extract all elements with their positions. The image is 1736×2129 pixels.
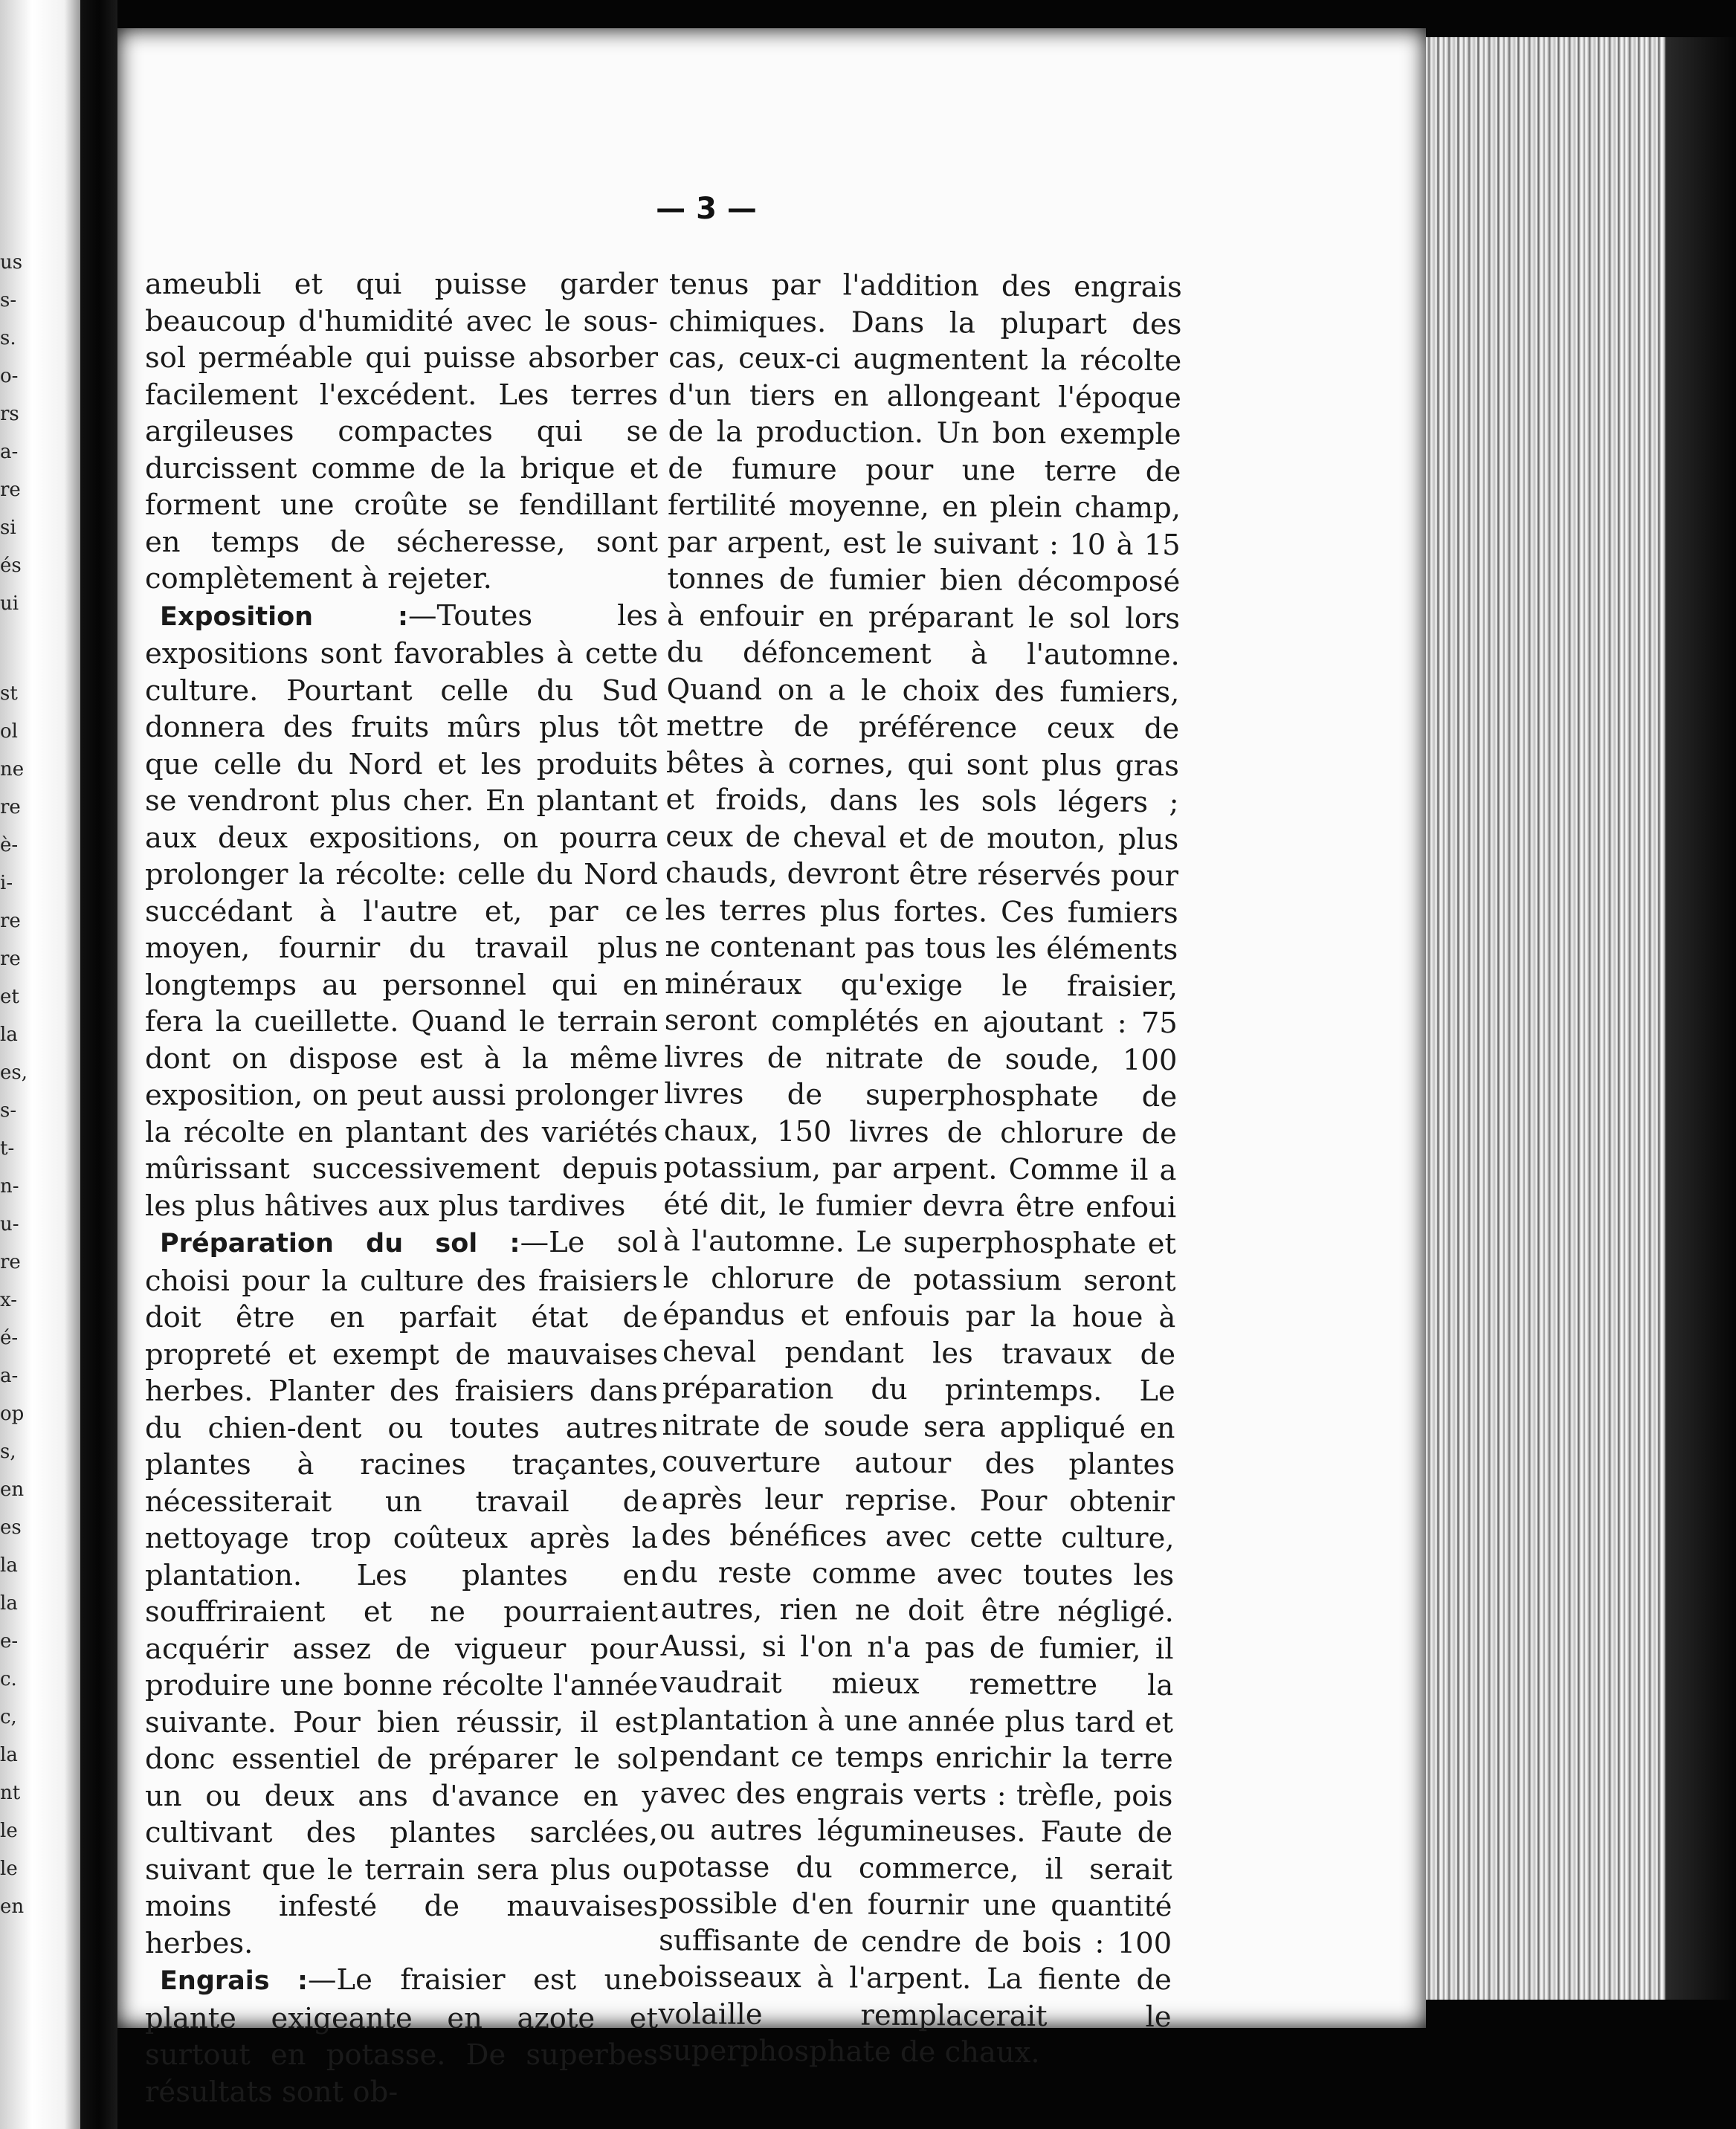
book-edge-shadow	[1665, 37, 1736, 2000]
preparation-paragraph	[145, 1224, 658, 1962]
adjacent-page-fragment: és	[0, 555, 22, 577]
adjacent-page-fragment: re	[0, 910, 21, 932]
adjacent-page-fragment: s.	[0, 327, 16, 349]
adjacent-page-fragment: le	[0, 1820, 18, 1842]
adjacent-page-fragment: rs	[0, 403, 19, 425]
book-page-edges	[1420, 37, 1665, 2000]
adjacent-page-fragment: x-	[0, 1289, 17, 1311]
book-gutter	[80, 0, 117, 2129]
adjacent-page-fragment: a-	[0, 441, 19, 463]
left-text-column	[145, 266, 658, 2110]
adjacent-page-fragment: ol	[0, 720, 18, 743]
adjacent-page-fragment: le	[0, 1858, 18, 1880]
adjacent-page-fragment: n-	[0, 1175, 19, 1198]
adjacent-page-fragment: c.	[0, 1668, 17, 1690]
preparation-text: —Le sol choisi pour la culture des fraisiers doit être en parfait état de propreté et exempt de mauvaises herbes. Planter des fraisiers dans du chien-dent ou toutes autres plantes à racines traçantes, nécessiterait un travail de nettoyage trop coûteux après la plantation. Les plantes en souffriraient et ne pourraient acquérir assez de vigueur pour produire une bonne récolte l'année suivante. Pour bien réussir, il est donc essentiel de préparer le sol un ou deux ans d'avance en y cultivant des plantes sarclées, suivant que le terrain sera plus ou moins infesté de mauvaises herbes.	[145, 1226, 658, 1960]
adjacent-page-fragment: en	[0, 1479, 25, 1501]
adjacent-page-fragment: es,	[0, 1062, 28, 1084]
adjacent-page-sliver	[0, 0, 80, 2129]
engrais-heading: Engrais :	[160, 1966, 309, 1996]
adjacent-page-fragment: si	[0, 517, 16, 539]
adjacent-page-fragment: c,	[0, 1706, 17, 1728]
adjacent-page-fragment: re	[0, 796, 21, 818]
adjacent-page-fragment: la	[0, 1744, 18, 1766]
adjacent-page-fragment: es	[0, 1516, 22, 1539]
adjacent-page-fragment: en	[0, 1896, 25, 1918]
adjacent-page-fragment: o-	[0, 365, 19, 387]
adjacent-page-fragment: et	[0, 986, 19, 1008]
adjacent-page-fragment: re	[0, 948, 21, 970]
adjacent-page-fragment: ui	[0, 592, 19, 615]
adjacent-page-fragment: la	[0, 1592, 18, 1615]
preparation-heading: Préparation du sol :	[160, 1229, 520, 1259]
adjacent-page-fragment: op	[0, 1403, 25, 1425]
exposition-paragraph	[145, 598, 658, 1225]
adjacent-page-fragment: t-	[0, 1137, 15, 1160]
adjacent-page-fragment: e-	[0, 1630, 19, 1653]
adjacent-page-fragment: ne	[0, 758, 25, 781]
adjacent-page-fragment: a-	[0, 1365, 19, 1387]
adjacent-page-fragment: è-	[0, 834, 19, 856]
adjacent-page-fragment: st	[0, 682, 18, 705]
exposition-text: —Toutes les expositions sont favorables à cette culture. Pourtant celle du Sud donnera des fruits mûrs plus tôt que celle du Nord et les produits se vendront plus cher. En plantant aux deux expositions, on pourra prolonger la récolte: celle du Nord succédant à l'autre et, par ce moyen, fournir du travail plus longtemps au personnel qui en fera la cueillette. Quand le terrain dont on dispose est à la même exposition, on peut aussi prolonger la récolte en plantant des variétés mûrissant successivement depuis les plus hâtives aux plus tardives	[145, 598, 658, 1223]
intro-paragraph: ameubli et qui puisse garder beaucoup d'humidité avec le sous-sol perméable qui puisse absorber facilement l'excédent. Les terres argileuses compactes qui se durcissent comme de la brique et forment une croûte se fendillant en temps de sécheresse, sont complètement à rejeter.	[145, 268, 658, 595]
adjacent-page-fragment: la	[0, 1024, 18, 1046]
adjacent-page-fragment: s,	[0, 1441, 16, 1463]
adjacent-page-fragment: re	[0, 479, 21, 501]
adjacent-page-fragment: s-	[0, 1099, 17, 1122]
page-number: — 3 —	[656, 192, 757, 226]
engrais-text: —Le fraisier est une plante exigeante en azote et surtout en potasse. De superbes résultats sont ob-	[145, 1963, 658, 2109]
adjacent-page-fragment: é-	[0, 1327, 19, 1349]
adjacent-page-fragment: i-	[0, 872, 13, 894]
engrais-paragraph	[145, 1962, 658, 2110]
adjacent-page-fragment: us	[0, 251, 23, 274]
adjacent-page-fragment: nt	[0, 1782, 21, 1804]
adjacent-page-fragment: re	[0, 1251, 21, 1273]
adjacent-page-fragment: la	[0, 1554, 18, 1577]
adjacent-page-fragment: u-	[0, 1213, 19, 1235]
right-text-column	[658, 266, 1182, 2073]
fertilizer-paragraph: tenus par l'addition des engrais chimiques. Dans la plupart des cas, ceux-ci augmentent la récolte d'un tiers en allongeant l'époque de la production. Un bon exemple de fumure pour une terre de fertilité moyenne, en plein champ, par arpent, est le suivant : 10 à 15 tonnes de fumier bien décomposé à enfouir en préparant le sol lors du défoncement à l'automne. Quand on a le choix des fumiers, mettre de préférence ceux de bêtes à cornes, qui sont plus gras et froids, dans les sols légers ; ceux de cheval et de mouton, plus chauds, devront être réservés pour les terres plus fortes. Ces fumiers ne contenant pas tous les éléments minéraux qu'exige le fraisier, seront complétés en ajoutant : 75 livres de nitrate de soude, 100 livres de superphosphate de chaux, 150 livres de chlorure de potassium, par arpent. Comme il a été dit, le fumier devra être enfoui à l'automne. Le superphosphate et le chlorure de potassium seront épandus et enfouis par la houe à cheval pendant les travaux de préparation du printemps. Le nitrate de soude sera appliqué en couverture autour des plantes après leur reprise. Pour obtenir des bénéfices avec cette culture, du reste comme avec toutes les autres, rien ne doit être négligé. Aussi, si l'on n'a pas de fumier, il vaudrait mieux remettre la plantation à une année plus tard et pendant ce temps enrichir la terre avec des engrais verts : trèfle, pois ou autres légumineuses. Faute de potasse du commerce, il serait possible d'en fournir une quantité suffisante de cendre de bois : 100 boisseaux à l'arpent. La fiente de volaille remplacerait le superphosphate de chaux.	[658, 267, 1182, 2070]
exposition-heading: Exposition :	[160, 601, 408, 632]
adjacent-page-fragment: s-	[0, 289, 17, 311]
